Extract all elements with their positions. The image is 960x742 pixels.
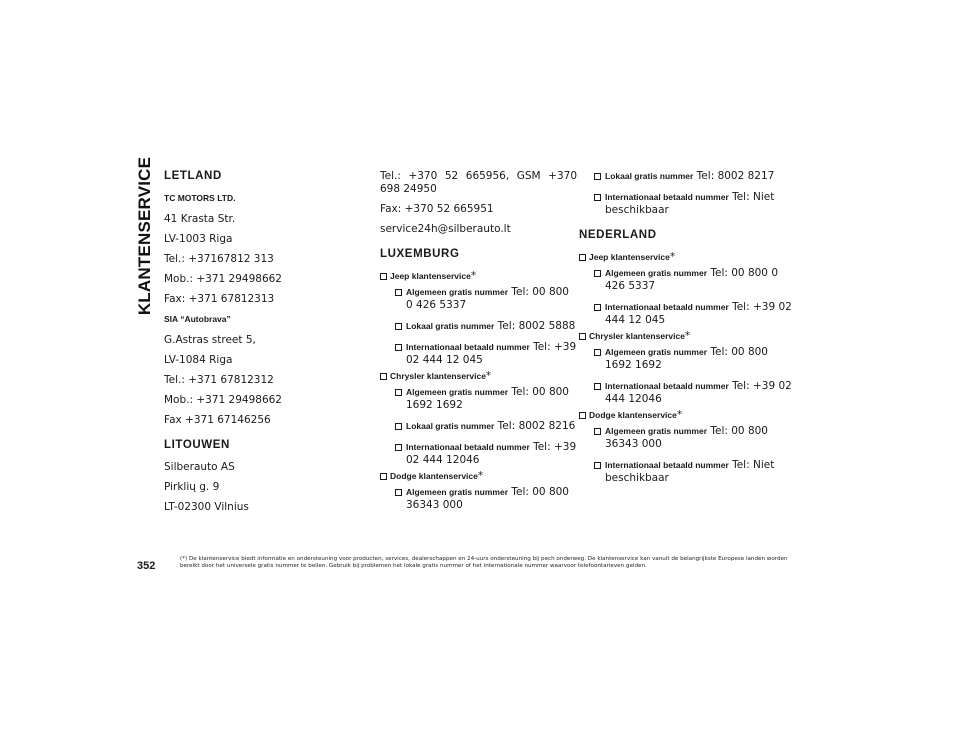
list-item [380, 270, 577, 283]
checkbox-bullet-icon [395, 389, 402, 396]
side-tab [132, 156, 158, 316]
list-item [594, 346, 794, 372]
number-label: Algemeen gratis nummer [605, 347, 708, 357]
number-value: Tel: +39 02 444 12 045 [406, 341, 577, 366]
number-value: Tel: 8002 5888 [494, 320, 576, 332]
service-label: Dodge klantenservice [589, 410, 677, 420]
asterisk: * [676, 409, 683, 421]
company-tc-motors: TC MOTORS LTD. [164, 193, 236, 203]
number-label: Internationaal betaald nummer [605, 192, 729, 202]
list-item [594, 380, 794, 406]
number-label: Algemeen gratis nummer [406, 287, 509, 297]
list-item [380, 386, 577, 412]
checkbox-bullet-icon [380, 373, 387, 380]
address-line: Pirklių g. 9 [164, 481, 220, 493]
number-label: Algemeen gratis nummer [605, 268, 708, 278]
list-item [594, 459, 794, 485]
list-item [594, 170, 794, 183]
list-item [594, 425, 794, 451]
asterisk: * [669, 251, 676, 263]
company-autobrava: SIA “Autobrava” [164, 314, 231, 324]
service-label: Dodge klantenservice [390, 471, 478, 481]
list-item [579, 330, 794, 343]
column-1 [164, 170, 354, 521]
address-line: 41 Krasta Str. [164, 213, 236, 225]
number-value: Tel: 00 800 1692 1692 [605, 346, 768, 371]
checkbox-bullet-icon [594, 173, 601, 180]
checkbox-bullet-icon [579, 254, 586, 261]
number-value: Tel: +39 02 444 12 045 [605, 301, 792, 326]
checkbox-bullet-icon [579, 412, 586, 419]
list-item [594, 301, 794, 327]
column-3 [579, 170, 794, 493]
number-value: Tel: 00 800 0 426 5337 [406, 286, 569, 311]
list-item [579, 251, 794, 264]
list-item [380, 441, 577, 467]
page-number: 352 [137, 560, 156, 572]
number-value: Tel: 00 800 1692 1692 [406, 386, 569, 411]
number-value: Tel: 8002 8216 [494, 420, 576, 432]
checkbox-bullet-icon [579, 333, 586, 340]
checkbox-bullet-icon [594, 428, 601, 435]
phone-line: Tel.: +37167812 313 [164, 253, 274, 265]
list-item [594, 267, 794, 293]
number-value: Tel: Niet beschikbaar [605, 459, 775, 484]
mobile-line: Mob.: +371 29498662 [164, 273, 282, 285]
checkbox-bullet-icon [395, 423, 402, 430]
phone-line: Tel.: +370 52 665956, GSM +370 698 24950 [380, 170, 577, 195]
checkbox-bullet-icon [594, 383, 601, 390]
checkbox-bullet-icon [594, 304, 601, 311]
service-label: Jeep klantenservice [390, 271, 471, 281]
list-item [380, 470, 577, 483]
number-value: Tel: 00 800 36343 000 [406, 486, 569, 511]
list-item [380, 320, 577, 333]
list-item [380, 486, 577, 512]
asterisk: * [684, 330, 691, 342]
number-value: Tel: 00 800 0 426 5337 [605, 267, 779, 292]
list-item [380, 420, 577, 433]
number-label: Algemeen gratis nummer [605, 426, 708, 436]
checkbox-bullet-icon [594, 194, 601, 201]
service-label: Chrysler klantenservice [589, 331, 685, 341]
list-item [380, 370, 577, 383]
number-label: Lokaal gratis nummer [406, 421, 495, 431]
list-item [380, 286, 577, 312]
number-value: Tel: 8002 8217 [693, 170, 775, 182]
address-line: LV-1084 Riga [164, 354, 233, 366]
number-label: Internationaal betaald nummer [406, 342, 530, 352]
footnote: (*) De klantenservice biedt informatie en ondersteuning voor producten, services, dealerschappen en 24-uurs ondersteuning bij pech onderweg. De klantenservice kan vanuit de belangrijkste Europese landen worden bereikt door het universele gratis nummer te bellen. Gebruik bij problemen het lokale gratis nummer of het internationale nummer waarvoor telefoontarieven gelden. [180, 556, 788, 569]
fax-line: Fax +371 67146256 [164, 414, 271, 426]
checkbox-bullet-icon [395, 323, 402, 330]
column-2 [380, 170, 577, 520]
heading-letland: LETLAND [164, 170, 222, 182]
address-line: G.Astras street 5, [164, 334, 256, 346]
heading-litouwen: LITOUWEN [164, 439, 230, 451]
service-label: Chrysler klantenservice [390, 371, 486, 381]
checkbox-bullet-icon [395, 444, 402, 451]
number-label: Lokaal gratis nummer [605, 171, 694, 181]
heading-luxemburg: LUXEMBURG [380, 248, 460, 260]
service-label: Jeep klantenservice [589, 252, 670, 262]
phone-line: Tel.: +371 67812312 [164, 374, 274, 386]
list-item [579, 409, 794, 422]
checkbox-bullet-icon [395, 289, 402, 296]
number-label: Algemeen gratis nummer [406, 387, 509, 397]
heading-nederland: NEDERLAND [579, 229, 657, 241]
checkbox-bullet-icon [380, 473, 387, 480]
number-value: Tel: +39 02 444 12046 [605, 380, 792, 405]
fax-line: Fax: +370 52 665951 [380, 203, 494, 215]
checkbox-bullet-icon [594, 349, 601, 356]
number-label: Internationaal betaald nummer [605, 460, 729, 470]
checkbox-bullet-icon [380, 273, 387, 280]
number-value: Tel: +39 02 444 12046 [406, 441, 577, 466]
address-line: Silberauto AS [164, 461, 235, 473]
fax-line: Fax: +371 67812313 [164, 293, 275, 305]
asterisk: * [485, 370, 492, 382]
side-tab-label: KLANTENSERVICE [135, 156, 154, 316]
mobile-line: Mob.: +371 29498662 [164, 394, 282, 406]
checkbox-bullet-icon [395, 489, 402, 496]
list-item [380, 341, 577, 367]
number-label: Internationaal betaald nummer [605, 302, 729, 312]
number-label: Algemeen gratis nummer [406, 487, 509, 497]
email-line: service24h@silberauto.lt [380, 223, 511, 235]
checkbox-bullet-icon [594, 270, 601, 277]
list-item [594, 191, 794, 217]
asterisk: * [470, 270, 477, 282]
checkbox-bullet-icon [594, 462, 601, 469]
asterisk: * [477, 470, 484, 482]
number-value: Tel: 00 800 36343 000 [605, 425, 768, 450]
address-line: LV-1003 Riga [164, 233, 233, 245]
address-line: LT-02300 Vilnius [164, 501, 249, 513]
number-label: Internationaal betaald nummer [406, 442, 530, 452]
number-value: Tel: Niet beschikbaar [605, 191, 775, 216]
checkbox-bullet-icon [395, 344, 402, 351]
number-label: Internationaal betaald nummer [605, 381, 729, 391]
number-label: Lokaal gratis nummer [406, 321, 495, 331]
